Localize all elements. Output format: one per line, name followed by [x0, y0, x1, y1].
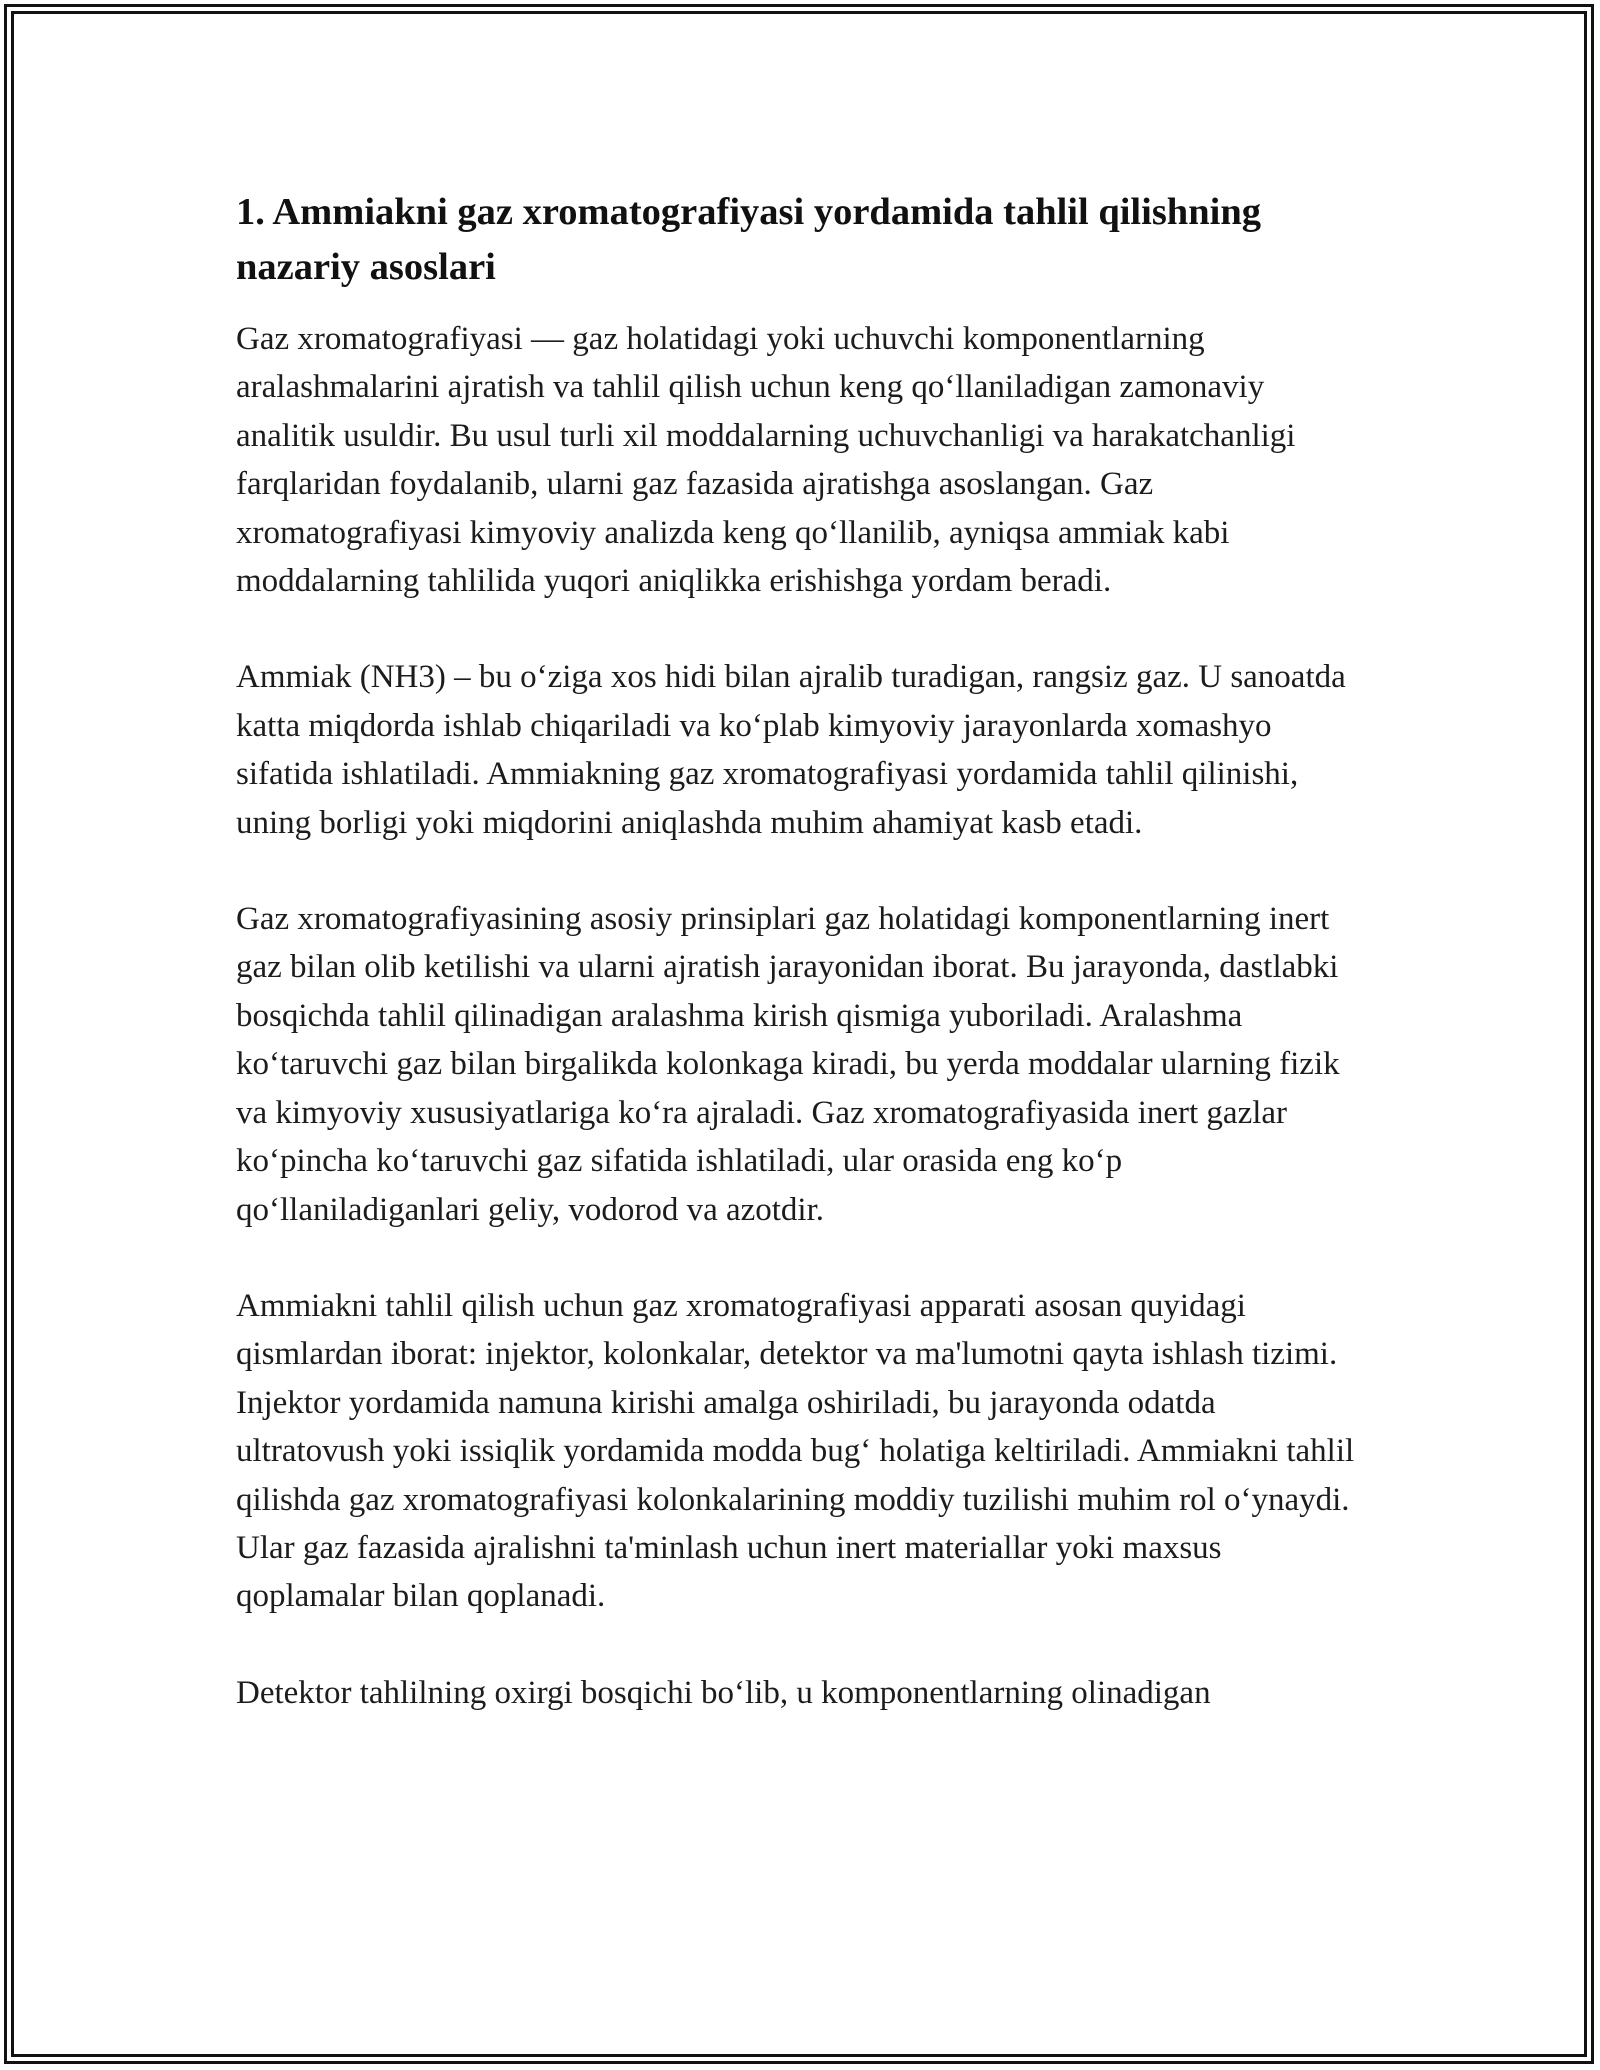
section-heading: 1. Ammiakni gaz xromatografiyasi yordamida tahlil qilishning nazariy asoslari: [236, 191, 1261, 288]
paragraph-apparatus: Ammiakni tahlil qilish uchun gaz xromatografiyasi apparati asosan quyidagi qismlardan iborat: injektor, kolonkalar, detektor va ma'lumotni qayta ishlash tizimi. Injektor yordamida namuna kirishi amalga oshiriladi, bu jarayonda odatda ultratovush yoki issiqlik yordamida modda bug‘ holatiga keltiriladi. Ammiakni tahlil qilishda gaz xromatografiyasi kolonkalarining moddiy tuzilishi muhim rol o‘ynaydi. Ular gaz fazasida ajralishni ta'minlash uchun inert materiallar yoki maxsus qoplamalar bilan qoplanadi.: [236, 1287, 1355, 1615]
paragraph-intro: Gaz xromatografiyasi — gaz holatidagi yoki uchuvchi komponentlarning aralashmalarini ajratish va tahlil qilish uchun keng qo‘llaniladigan zamonaviy analitik usuldir. Bu usul turli xil moddalarning uchuvchanligi va harakatchanligi farqlaridan foydalanib, ularni gaz fazasida ajratishga asoslangan. Gaz xromatografiyasi kimyoviy analizda keng qo‘llanilib, ayniqsa ammiak kabi moddalarning tahlilida yuqori aniqlikka erishishga yordam beradi.: [236, 321, 1296, 600]
paragraph-ammonia: Ammiak (NH3) – bu o‘ziga xos hidi bilan ajralib turadigan, rangsiz gaz. U sanoatda katta miqdorda ishlab chiqariladi va ko‘plab kimyoviy jarayonlarda xomashyo sifatida ishlatiladi. Ammiakning gaz xromatografiyasi yordamida tahlil qilinishi, uning borligi yoki miqdorini aniqlashda muhim ahamiyat kasb etadi.: [236, 659, 1346, 841]
document-body: [236, 185, 1366, 1765]
paragraph-detector: Detektor tahlilning oxirgi bosqichi bo‘lib, u komponentlarning olinadigan: [236, 1674, 1211, 1711]
paragraph-principles: Gaz xromatografiyasining asosiy prinsiplari gaz holatidagi komponentlarning inert gaz bilan olib ketilishi va ularni ajratish jarayonidan iborat. Bu jarayonda, dastlabki bosqichda tahlil qilinadigan aralashma kirish qismiga yuboriladi. Aralashma ko‘taruvchi gaz bilan birgalikda kolonkaga kiradi, bu yerda moddalar ularning fizik va kimyoviy xususiyatlariga ko‘ra ajraladi. Gaz xromatografiyasida inert gazlar ko‘pincha ko‘taruvchi gaz sifatida ishlatiladi, ular orasida eng ko‘p qo‘llaniladiganlari geliy, vodorod va azotdir.: [236, 901, 1340, 1228]
